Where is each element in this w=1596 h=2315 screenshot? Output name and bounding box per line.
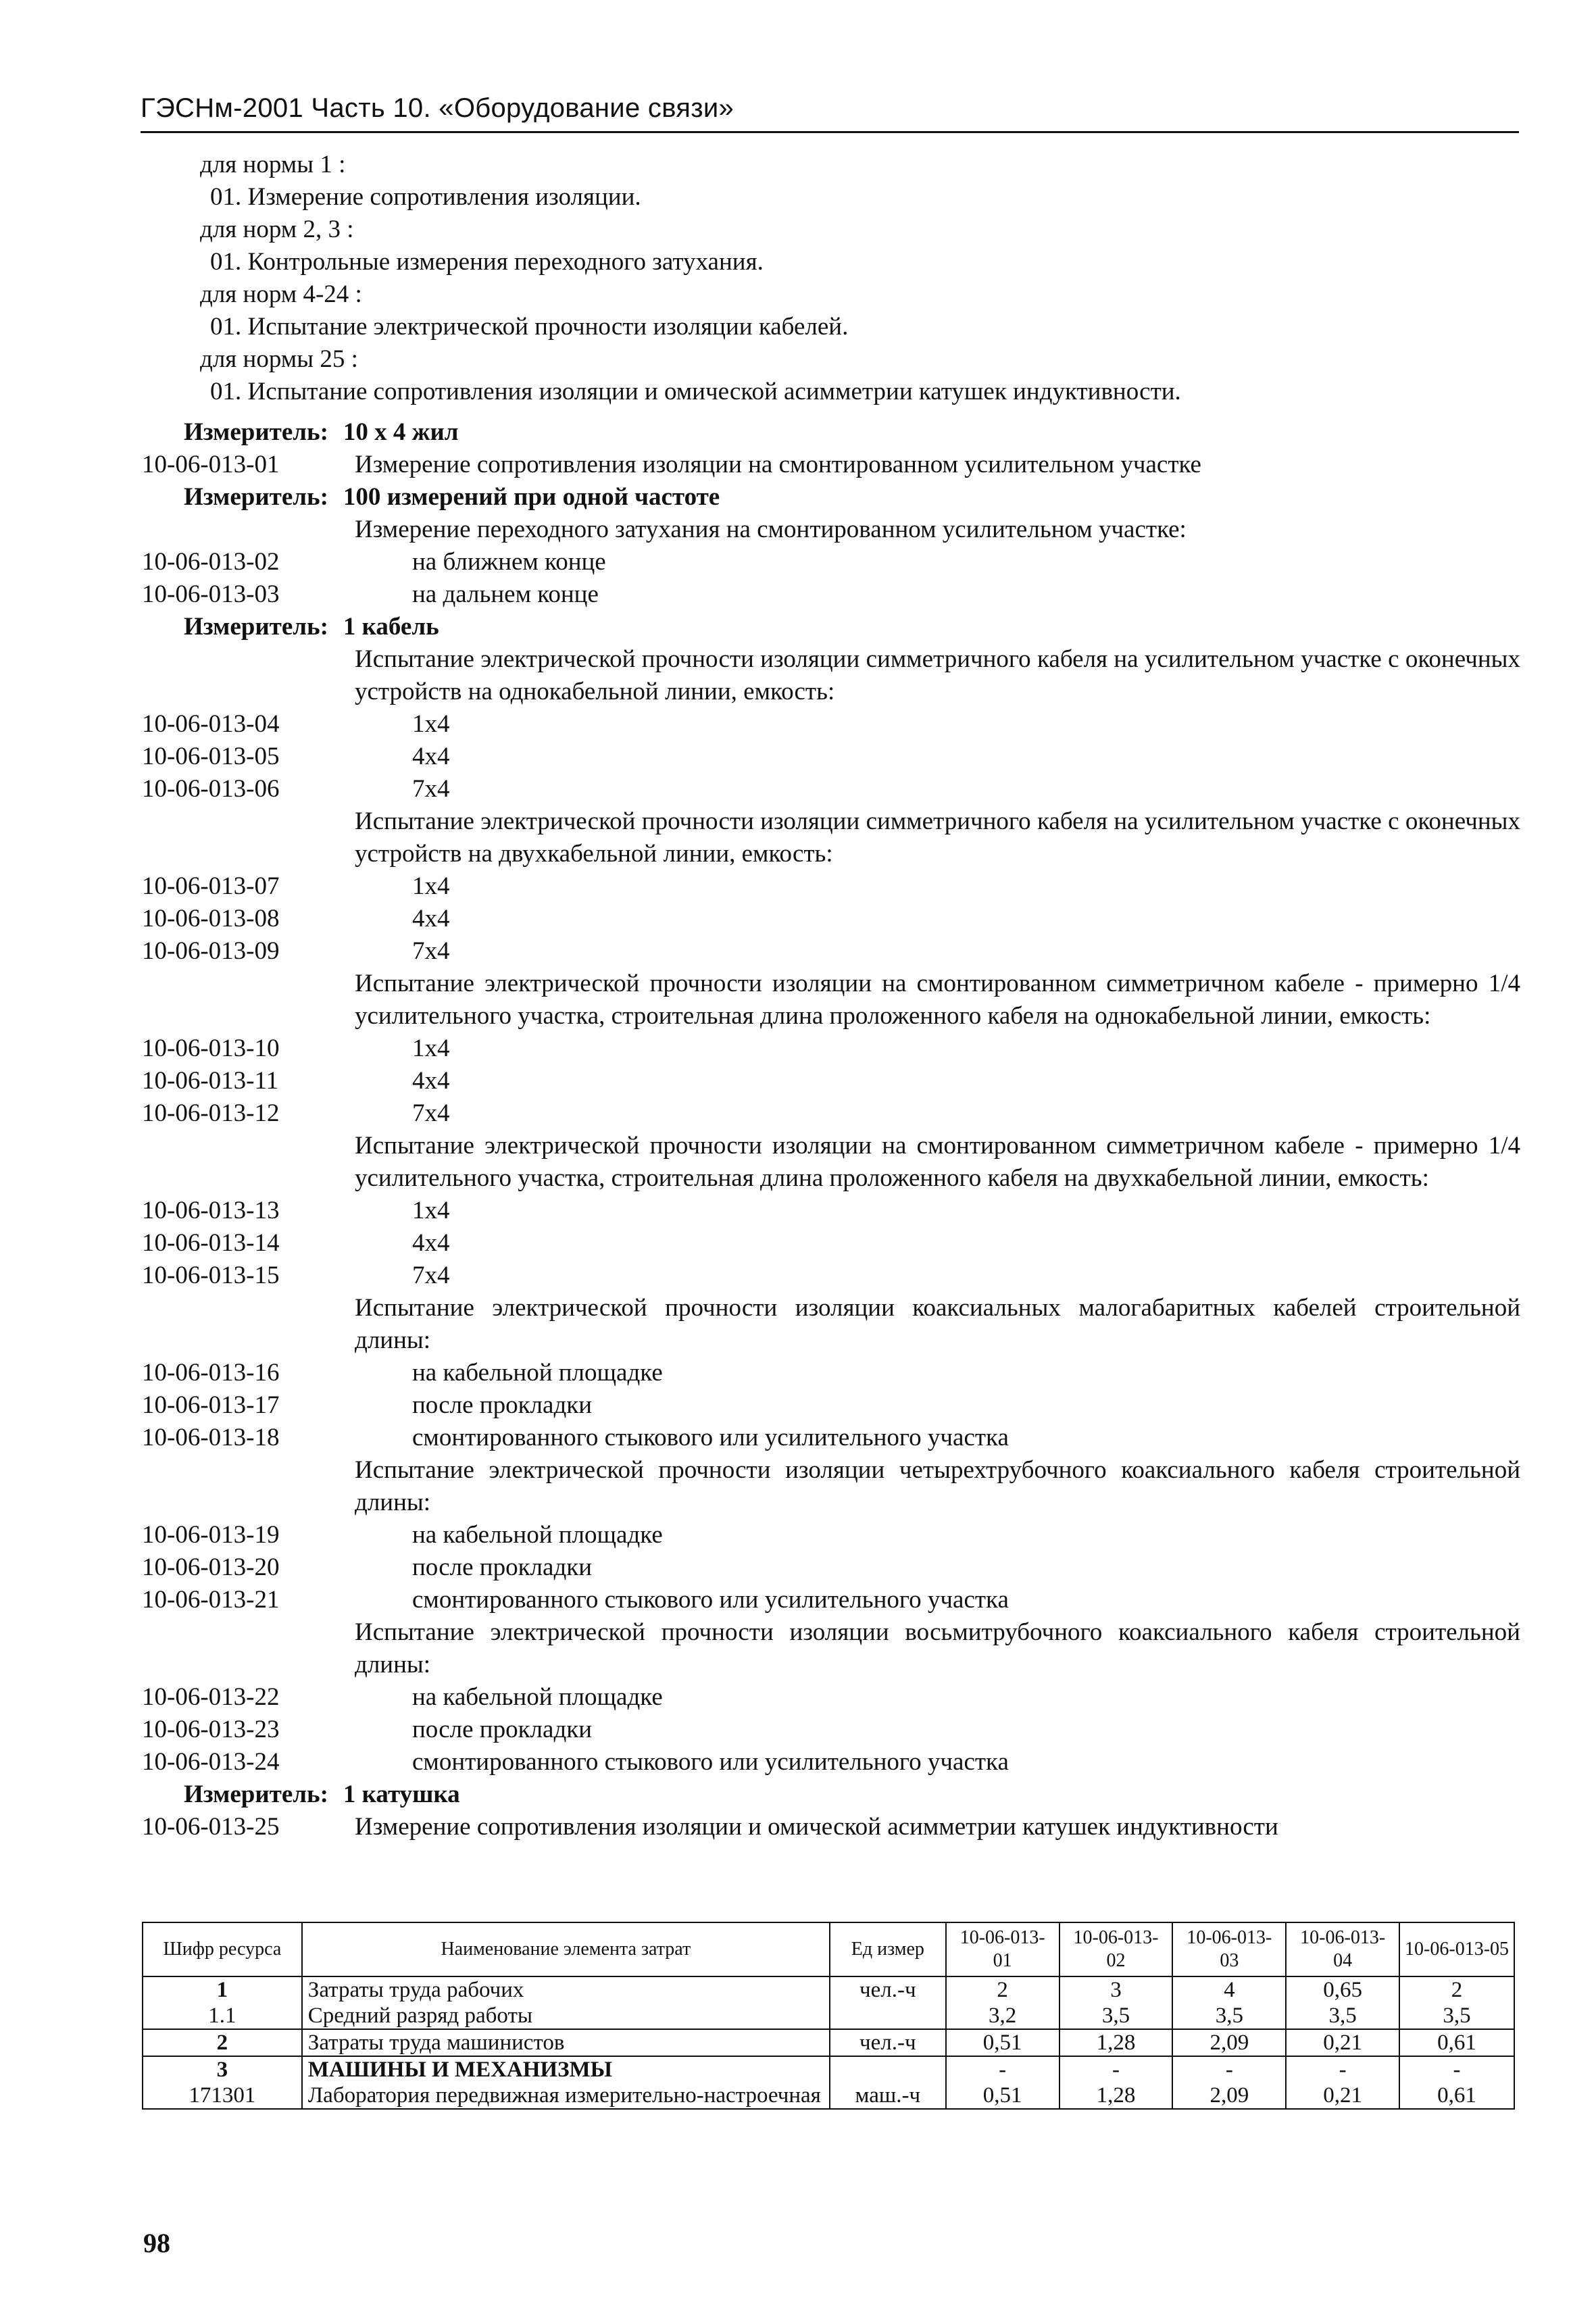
norm-text: 1х4 <box>412 1197 450 1224</box>
norm-code: 10-06-013-09 <box>142 937 280 965</box>
norm-code: 10-06-013-18 <box>142 1424 280 1451</box>
norm-code: 10-06-013-15 <box>142 1262 280 1289</box>
norm-row <box>142 1681 1520 1714</box>
cost-element-name: Лаборатория передвижная измерительно-настроечная <box>302 2083 830 2109</box>
norm-text: 7х4 <box>412 1262 450 1289</box>
column-header: Шифр ресурса <box>143 1922 302 1976</box>
table-row <box>143 2083 1514 2109</box>
norm-heading-text: Испытание электрической прочности изоляции на смонтированном симметричном кабеле - примерно 1/4 усилительного участка, строительная длина проложенного кабеля на однокабельной линии, емкость: <box>355 970 1520 1030</box>
norm-row <box>142 1746 1520 1778</box>
norm-row <box>142 870 1520 903</box>
norm-text: 4х4 <box>412 1067 450 1095</box>
norm-code: 10-06-013-13 <box>142 1197 280 1224</box>
norm-row <box>142 1389 1520 1422</box>
norm-text: смонтированного стыкового или усилительного участка <box>412 1586 1009 1614</box>
page-number: 98 <box>143 2228 170 2258</box>
norm-heading <box>142 805 1520 870</box>
norm-row <box>142 1032 1520 1065</box>
norm-row <box>142 578 1520 611</box>
measure-line <box>142 416 1520 449</box>
norm-heading <box>142 1616 1520 1681</box>
norm-text: 1х4 <box>412 872 450 900</box>
norm-text: на кабельной площадке <box>412 1359 663 1387</box>
intro-line: для норм 4-24 : <box>200 280 362 308</box>
page-header: ГЭСНм-2001 Часть 10. «Оборудование связи» <box>141 93 734 123</box>
value-cell: 2 <box>1399 1976 1514 2003</box>
measure-label: Измеритель: <box>184 483 328 511</box>
norm-row <box>142 903 1520 935</box>
cost-element-name: Затраты труда рабочих <box>302 1976 830 2003</box>
norm-row <box>142 1357 1520 1389</box>
norm-code: 10-06-013-17 <box>142 1391 280 1419</box>
resource-code: 1.1 <box>143 2003 302 2029</box>
norm-row <box>142 708 1520 741</box>
value-cell: 0,51 <box>946 2083 1059 2109</box>
intro-line: 01. Испытание электрической прочности изоляции кабелей. <box>210 313 849 341</box>
norm-row <box>142 1195 1520 1227</box>
norm-code: 10-06-013-19 <box>142 1521 280 1549</box>
norm-heading-text: Испытание электрической прочности изоляции симметричного кабеля на усилительном участке с оконечных устройств на двухкабельной линии, емкость: <box>355 807 1520 868</box>
norm-code: 10-06-013-25 <box>142 1813 280 1841</box>
norm-code: 10-06-013-16 <box>142 1359 280 1387</box>
resource-code: 2 <box>143 2029 302 2056</box>
unit-cell <box>830 2056 946 2083</box>
norm-heading <box>142 968 1520 1032</box>
norm-code: 10-06-013-02 <box>142 548 280 576</box>
measure-value: 1 кабель <box>343 613 439 641</box>
header-divider <box>141 131 1519 133</box>
norm-text: 4х4 <box>412 743 450 770</box>
norm-text: 7х4 <box>412 775 450 803</box>
value-cell: 0,61 <box>1399 2083 1514 2109</box>
intro-line: 01. Контрольные измерения переходного затухания. <box>210 248 764 276</box>
norm-text: на ближнем конце <box>412 548 606 576</box>
norm-heading <box>142 1292 1520 1357</box>
intro-line: для нормы 25 : <box>200 345 358 373</box>
norm-code: 10-06-013-07 <box>142 872 280 900</box>
norm-code: 10-06-013-08 <box>142 905 280 932</box>
value-cell: 0,21 <box>1286 2029 1399 2056</box>
value-cell: 2,09 <box>1172 2083 1286 2109</box>
norm-row <box>142 1714 1520 1746</box>
resource-cost-table <box>142 1922 1515 2110</box>
norm-heading <box>142 643 1520 708</box>
norm-row <box>142 741 1520 773</box>
norm-code: 10-06-013-01 <box>142 451 280 478</box>
norm-row <box>142 935 1520 968</box>
norm-heading-text: Испытание электрической прочности изоляции четырехтрубочного коаксиального кабеля строительной длины: <box>355 1456 1520 1516</box>
norm-text: на кабельной площадке <box>412 1521 663 1549</box>
column-header: Наименование элемента затрат <box>302 1922 830 1976</box>
norm-code: 10-06-013-06 <box>142 775 280 803</box>
norms-list <box>142 416 1520 1843</box>
intro-line: для нормы 1 : <box>200 151 346 178</box>
norm-row <box>142 1584 1520 1616</box>
norm-text: 4х4 <box>412 905 450 932</box>
norm-row <box>142 1551 1520 1584</box>
norm-row <box>142 1227 1520 1260</box>
norm-code: 10-06-013-10 <box>142 1035 280 1062</box>
norm-heading-text: Испытание электрической прочности изоляции восьмитрубочного коаксиального кабеля строительной длины: <box>355 1618 1520 1678</box>
value-cell: 4 <box>1172 1976 1286 2003</box>
norm-heading <box>142 514 1520 546</box>
norm-row <box>142 546 1520 578</box>
value-cell: 0,21 <box>1286 2083 1399 2109</box>
resource-code: 3 <box>143 2056 302 2083</box>
measure-label: Измеритель: <box>184 1781 328 1808</box>
value-cell: - <box>1059 2056 1173 2083</box>
norm-text: смонтированного стыкового или усилительного участка <box>412 1424 1009 1451</box>
measure-line <box>142 481 1520 514</box>
norm-text: после прокладки <box>412 1553 593 1581</box>
intro-line: 01. Измерение сопротивления изоляции. <box>210 183 641 211</box>
norm-heading <box>142 1130 1520 1195</box>
norm-text: на кабельной площадке <box>412 1683 663 1711</box>
norm-row <box>142 1260 1520 1292</box>
norm-code: 10-06-013-11 <box>142 1067 279 1095</box>
resource-code: 1 <box>143 1976 302 2003</box>
unit-cell: чел.-ч <box>830 2029 946 2056</box>
norm-code: 10-06-013-23 <box>142 1716 280 1743</box>
value-cell: 1,28 <box>1059 2083 1173 2109</box>
norm-code: 10-06-013-03 <box>142 580 280 608</box>
norm-text: Измерение сопротивления изоляции и омической асимметрии катушек индуктивности <box>355 1813 1278 1841</box>
norm-text: Измерение сопротивления изоляции на смонтированном усилительном участке <box>355 451 1201 478</box>
value-cell: 3,5 <box>1172 2003 1286 2029</box>
intro-line: 01. Испытание сопротивления изоляции и омической асимметрии катушек индуктивности. <box>210 378 1181 405</box>
norm-code: 10-06-013-04 <box>142 710 280 738</box>
value-cell: 3,2 <box>946 2003 1059 2029</box>
value-cell: 3 <box>1059 1976 1173 2003</box>
norm-code: 10-06-013-14 <box>142 1229 280 1257</box>
resource-code: 171301 <box>143 2083 302 2109</box>
value-cell: - <box>1172 2056 1286 2083</box>
norm-text: 4х4 <box>412 1229 450 1257</box>
norm-heading-text: Измерение переходного затухания на смонтированном усилительном участке: <box>355 516 1187 543</box>
norm-heading-text: Испытание электрической прочности изоляции симметричного кабеля на усилительном участке с оконечных устройств на однокабельной линии, емкость: <box>355 645 1520 705</box>
value-cell: 0,51 <box>946 2029 1059 2056</box>
table-row <box>143 1976 1514 2003</box>
column-header: 10-06-013-04 <box>1286 1922 1399 1976</box>
norm-text: 1х4 <box>412 710 450 738</box>
norm-code: 10-06-013-05 <box>142 743 280 770</box>
value-cell: - <box>1399 2056 1514 2083</box>
intro-line: для норм 2, 3 : <box>200 216 354 243</box>
value-cell: 3,5 <box>1059 2003 1173 2029</box>
norm-row <box>142 1811 1520 1843</box>
measure-value: 10 х 4 жил <box>343 418 459 446</box>
measure-line <box>142 611 1520 643</box>
value-cell: - <box>1286 2056 1399 2083</box>
norm-text: после прокладки <box>412 1391 593 1419</box>
cost-element-name: МАШИНЫ И МЕХАНИЗМЫ <box>302 2056 830 2083</box>
table-row <box>143 2029 1514 2056</box>
norm-row <box>142 1097 1520 1130</box>
norm-row <box>142 773 1520 805</box>
value-cell: 3,5 <box>1399 2003 1514 2029</box>
column-header: 10-06-013-03 <box>1172 1922 1286 1976</box>
measure-value: 100 измерений при одной частоте <box>343 483 720 511</box>
value-cell: 0,61 <box>1399 2029 1514 2056</box>
norm-heading-text: Испытание электрической прочности изоляции коаксиальных малогабаритных кабелей строительной длины: <box>355 1294 1520 1354</box>
column-header: 10-06-013-05 <box>1399 1922 1514 1976</box>
norm-code: 10-06-013-21 <box>142 1586 280 1614</box>
cost-element-name: Средний разряд работы <box>302 2003 830 2029</box>
norm-text: на дальнем конце <box>412 580 599 608</box>
value-cell: - <box>946 2056 1059 2083</box>
norm-text: 1х4 <box>412 1035 450 1062</box>
value-cell: 1,28 <box>1059 2029 1173 2056</box>
value-cell: 2 <box>946 1976 1059 2003</box>
cost-element-name: Затраты труда машинистов <box>302 2029 830 2056</box>
norm-code: 10-06-013-20 <box>142 1553 280 1581</box>
column-header: 10-06-013-02 <box>1059 1922 1173 1976</box>
measure-line <box>142 1778 1520 1811</box>
norm-text: после прокладки <box>412 1716 593 1743</box>
column-header: 10-06-013-01 <box>946 1922 1059 1976</box>
measure-value: 1 катушка <box>343 1781 460 1808</box>
norm-code: 10-06-013-22 <box>142 1683 280 1711</box>
unit-cell <box>830 2003 946 2029</box>
norm-text: смонтированного стыкового или усилительного участка <box>412 1748 1009 1776</box>
norm-text: 7х4 <box>412 937 450 965</box>
norm-row <box>142 1422 1520 1454</box>
measure-label: Измеритель: <box>184 613 328 641</box>
norm-row <box>142 1519 1520 1551</box>
norm-code: 10-06-013-12 <box>142 1099 280 1127</box>
norm-heading <box>142 1454 1520 1519</box>
norm-code: 10-06-013-24 <box>142 1748 280 1776</box>
norm-text: 7х4 <box>412 1099 450 1127</box>
table-row <box>143 2056 1514 2083</box>
norm-row <box>142 449 1520 481</box>
table-row <box>143 2003 1514 2029</box>
value-cell: 2,09 <box>1172 2029 1286 2056</box>
measure-label: Измеритель: <box>184 418 328 446</box>
value-cell: 0,65 <box>1286 1976 1399 2003</box>
norm-row <box>142 1065 1520 1097</box>
table-header-row <box>143 1922 1514 1976</box>
work-composition <box>200 149 1484 408</box>
column-header: Ед измер <box>830 1922 946 1976</box>
value-cell: 3,5 <box>1286 2003 1399 2029</box>
unit-cell: чел.-ч <box>830 1976 946 2003</box>
norm-heading-text: Испытание электрической прочности изоляции на смонтированном симметричном кабеле - примерно 1/4 усилительного участка, строительная длина проложенного кабеля на двухкабельной линии, емкость: <box>355 1132 1520 1192</box>
unit-cell: маш.-ч <box>830 2083 946 2109</box>
